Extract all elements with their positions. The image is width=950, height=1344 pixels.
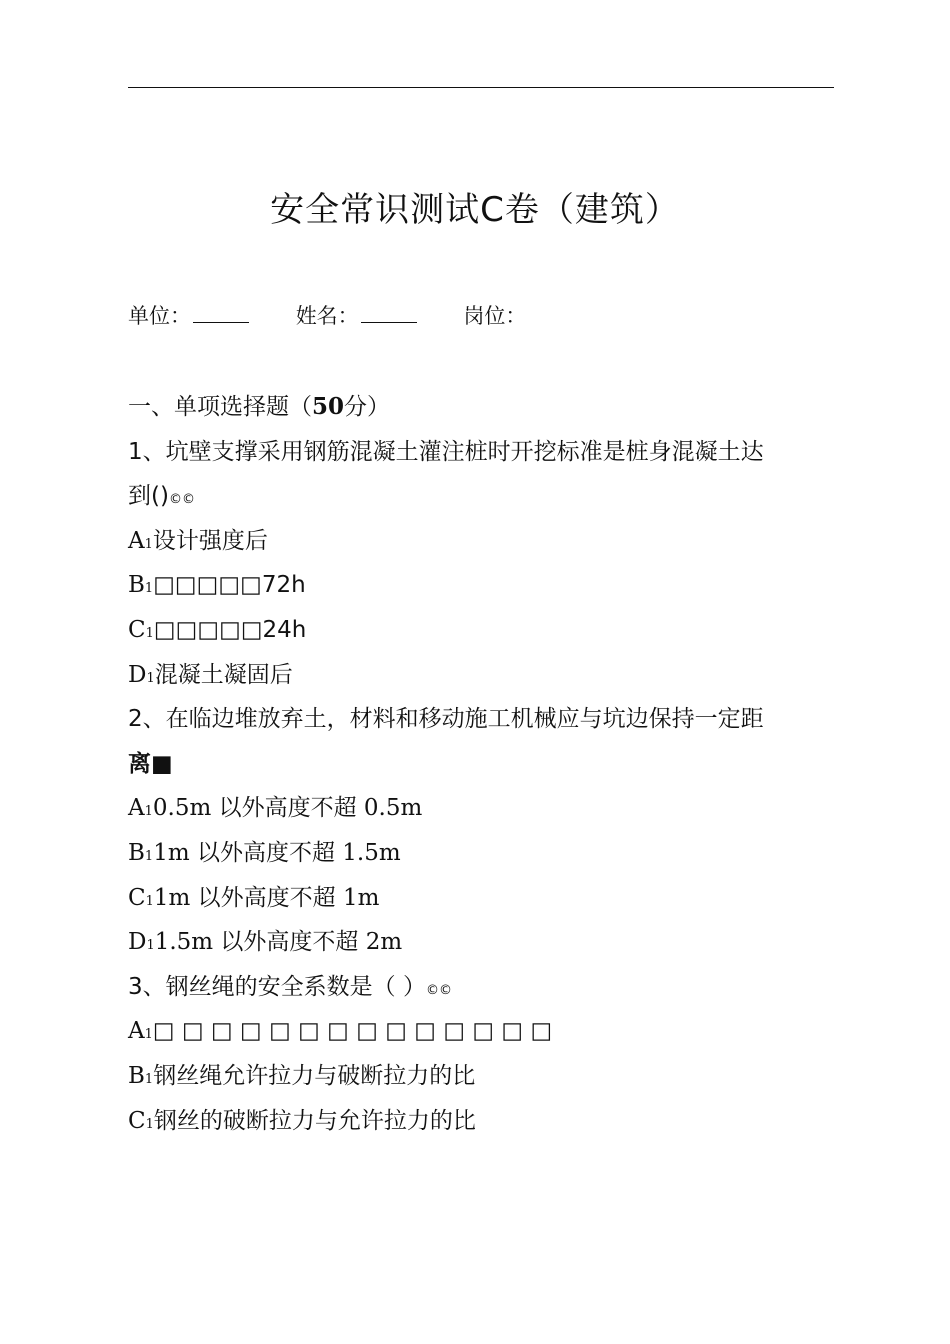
option-q2-d: D11.5m 以外高度不超 2m — [128, 929, 403, 956]
mark-symbol: ©© — [425, 982, 452, 998]
question-list — [128, 385, 838, 1143]
unit-blank[interactable] — [193, 304, 249, 323]
question-3-line-1: 3、钢丝绳的安全系数是（ ）©© — [128, 973, 452, 1000]
option-q1-a: A1设计强度后 — [128, 527, 268, 554]
question-1-line-2: 到()©© — [128, 483, 195, 510]
option-q1-d: D1混凝土凝固后 — [128, 661, 293, 688]
post-field — [463, 300, 526, 330]
unit-field — [128, 300, 249, 330]
option-q1-b: B1□□□□□72h — [128, 572, 306, 599]
option-q3-a: A1□ □ □ □ □ □ □ □ □ □ □ □ □ □ — [128, 1018, 553, 1045]
page-title: 安全常识测试C卷（建筑） — [270, 190, 680, 230]
question-2-line-1: 2、在临边堆放弃土，材料和移动施工机械应与坑边保持一定距 — [128, 706, 764, 733]
section-heading: 一、单项选择题（50分） — [128, 393, 391, 420]
unit-label: 单位： — [128, 304, 191, 328]
post-label: 岗位： — [463, 304, 527, 328]
option-q2-c: C11m 以外高度不超 1m — [128, 884, 380, 911]
option-q3-c: C1钢丝的破断拉力与允许拉力的比 — [128, 1107, 476, 1134]
option-q2-a: A10.5m 以外高度不超 0.5m — [128, 795, 423, 822]
option-q1-c: C1□□□□□24h — [128, 616, 307, 643]
option-q3-b: B1钢丝绳允许拉力与破断拉力的比 — [128, 1062, 476, 1089]
name-blank[interactable] — [361, 304, 417, 323]
header-rule — [128, 87, 834, 88]
info-row — [128, 300, 566, 330]
question-1-line-1: 1、坑壁支撑采用钢筋混凝土灌注桩时开挖标准是桩身混凝土达 — [128, 438, 764, 465]
question-2-line-2: 离■ — [128, 750, 173, 777]
name-field — [296, 300, 417, 330]
mark-symbol: ©© — [168, 492, 195, 508]
option-q2-b: B11m 以外高度不超 1.5m — [128, 839, 401, 866]
name-label: 姓名： — [295, 304, 359, 328]
